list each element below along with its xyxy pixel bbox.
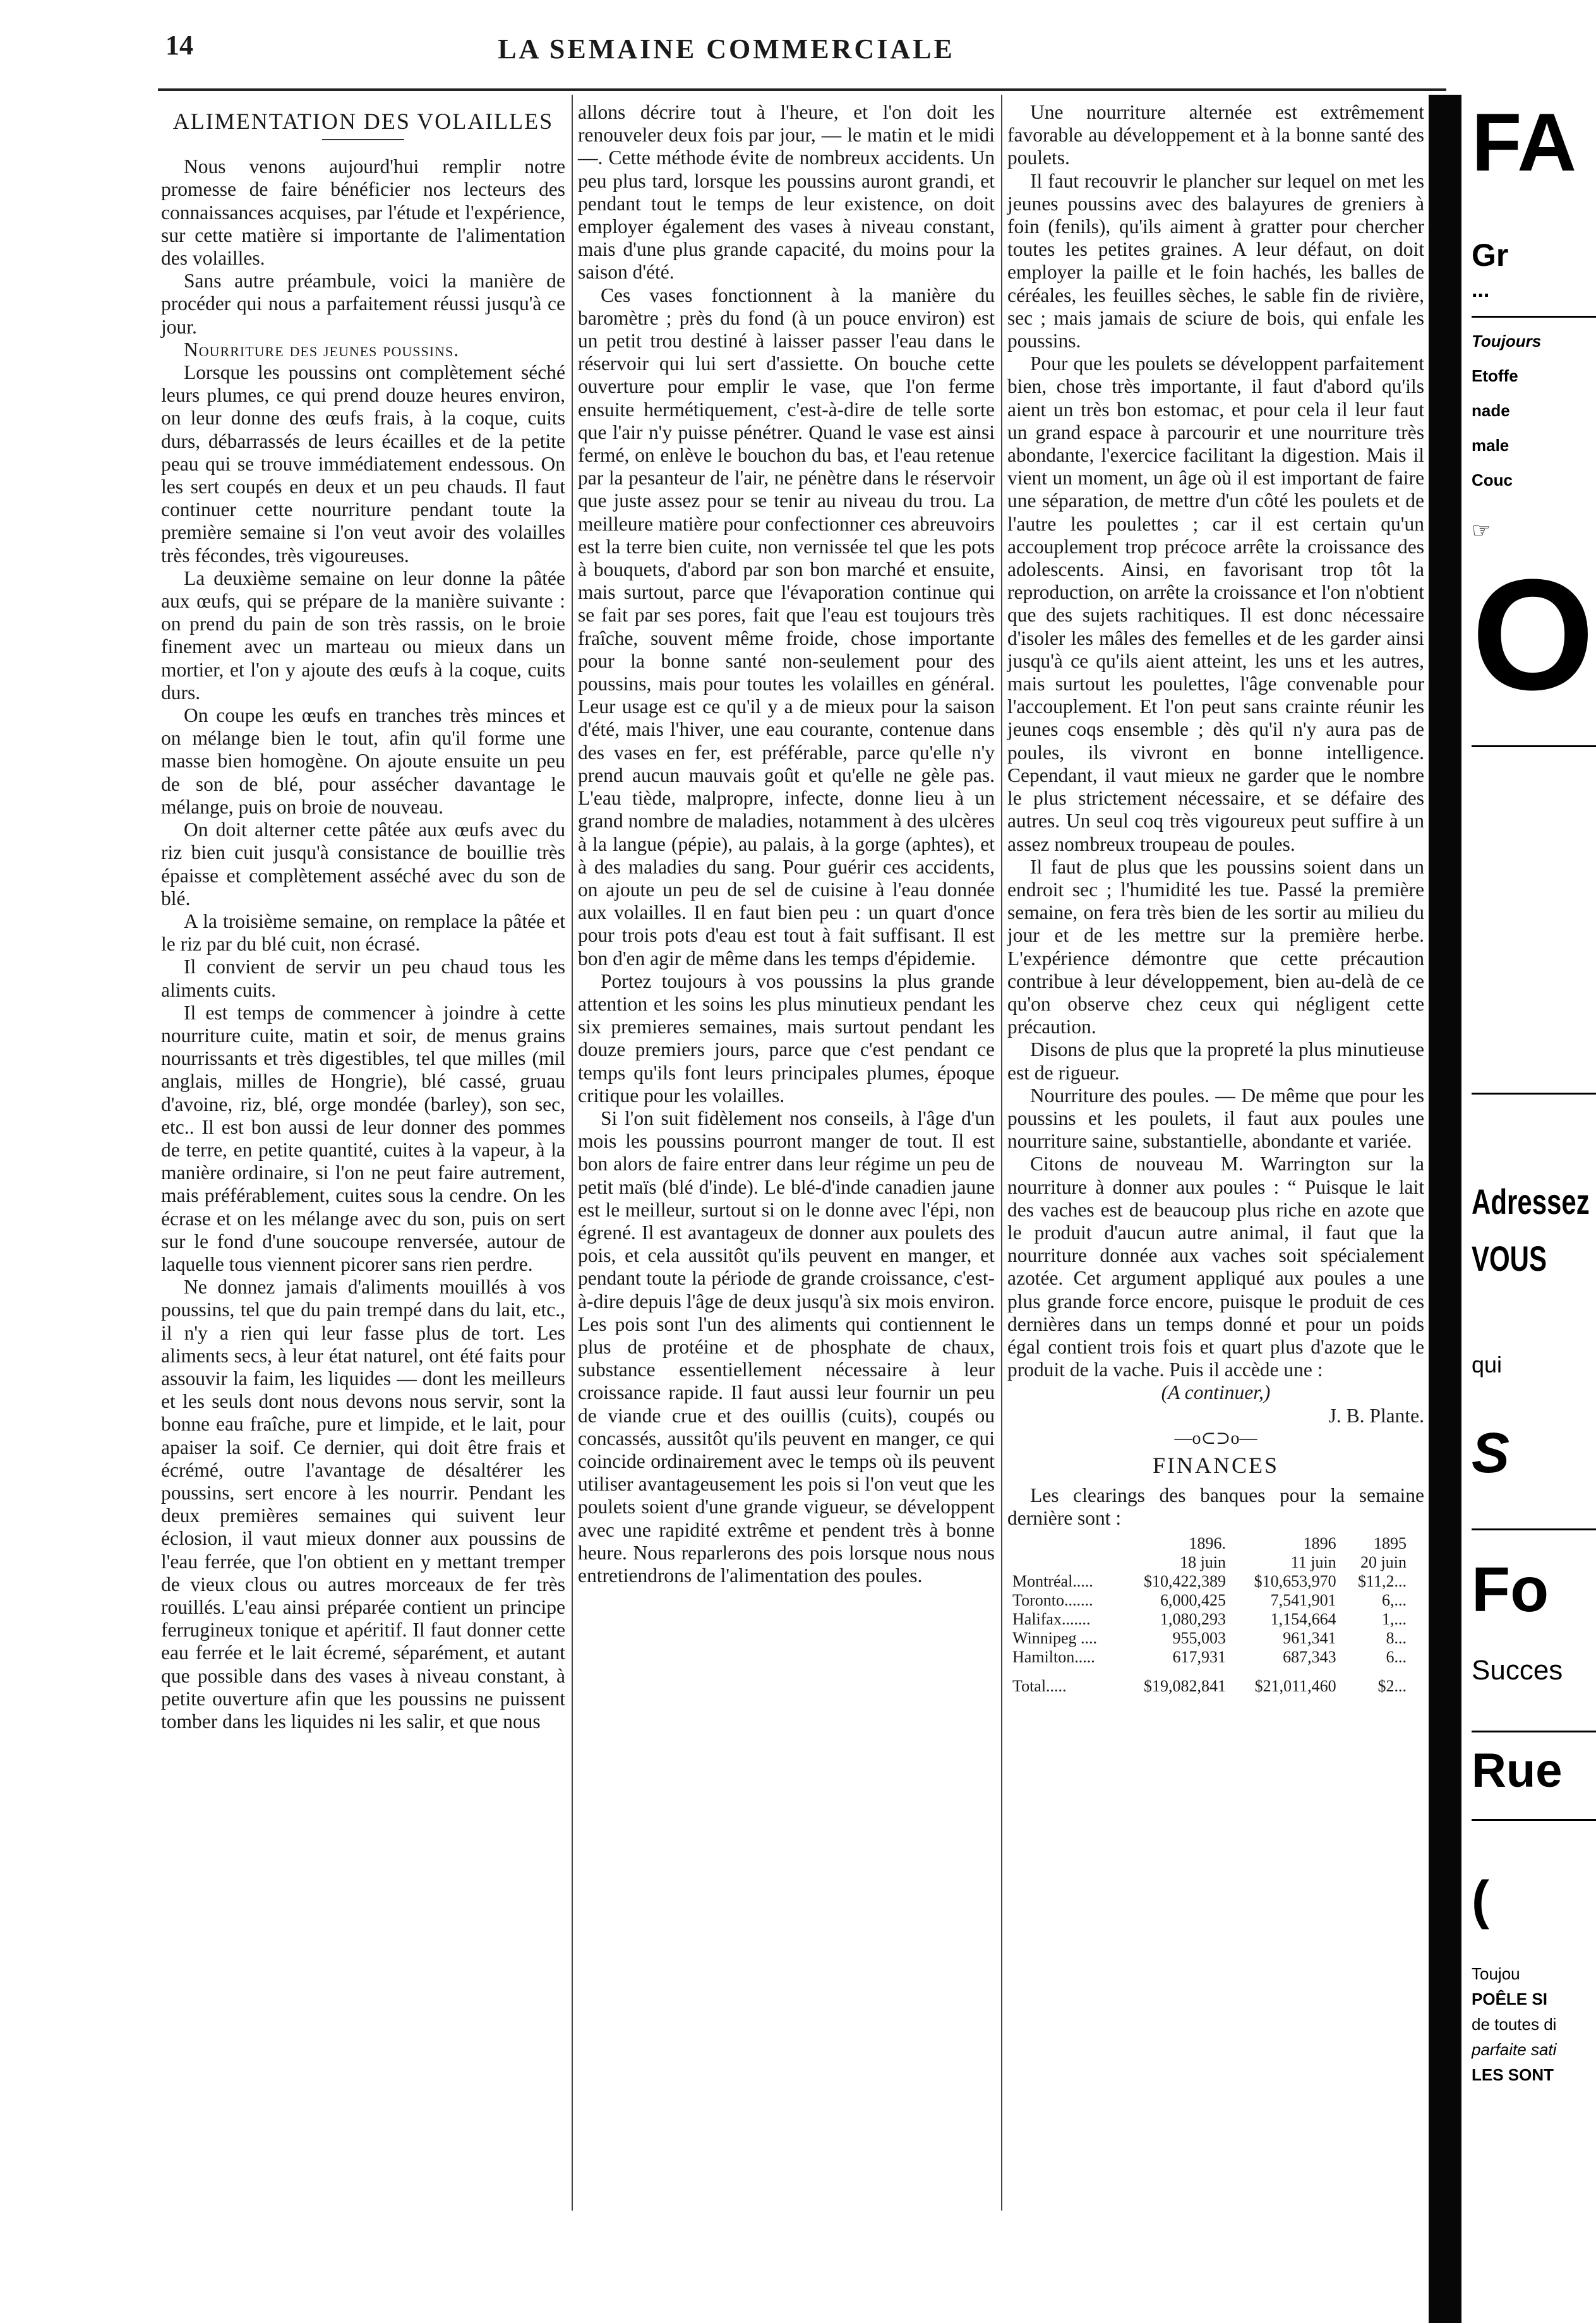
page-header [0, 29, 1453, 80]
article-paragraph: A la troisième semaine, on remplace la pâtée et le riz par du blé cuit, non écrasé. [161, 909, 565, 956]
page-number: 14 [165, 30, 193, 61]
article-paragraph: Il est temps de commencer à joindre à cette nourriture cuite, matin et soir, de menus grains nourrissants et très digestibles, tel que milles (mil anglais, milles de Hongrie), blé cassé, gruau d'avoine, riz, blé, orge mondée (barley), son sec, etc.. Il est bon aussi de leur donner des pommes de terre, en petite quantité, cuites à la vapeur, à la manière ordinaire, si l'on ne peut faire autrement, mais préférablement, cuites sous la cendre. On les écrase et on les mélange avec du son, puis on sert sur le fond d'une soucoupe renversée, autour de laquelle tous viennent picorer sans rien perdre. [161, 1001, 565, 1275]
city-cell: Winnipeg .... [1012, 1628, 1097, 1647]
column-header: 1896. [1189, 1534, 1227, 1552]
column-header: 1896 [1303, 1534, 1336, 1552]
article-column-2 [578, 101, 995, 1587]
ad-de-toutes: de toutes di [1472, 2015, 1557, 2034]
clearings-table [1007, 1534, 1412, 1696]
finances-title: FINANCES [1152, 1452, 1280, 1478]
ad-big-o: O [1472, 546, 1595, 723]
scan-binding-edge [1429, 95, 1461, 2323]
to-be-continued: (A continuer,) [1161, 1381, 1271, 1404]
article-column-1 [161, 101, 565, 1733]
ad-rule [1472, 1528, 1596, 1530]
column-divider [572, 95, 573, 2211]
value-cell: 7,541,901 [1270, 1590, 1336, 1609]
city-cell: Hamilton..... [1012, 1647, 1095, 1666]
ad-fa: FA [1472, 96, 1577, 188]
value-cell: 955,003 [1172, 1628, 1227, 1647]
article-column-3 [1007, 101, 1424, 1696]
ad-rule [1472, 316, 1596, 318]
article-paragraph: Il faut recouvrir le plancher sur lequel on met les jeunes poussins avec des balayures de greniers à foin (fenils), qu'ils aiment à gratter pour chercher toutes les petites graines. A leur défaut, on doit employer la paille et le foin hachés, les balles de céréales, les feuilles sèches, le sable fin de rivière, sec ; mais jamais de sciure de bois, qui enfale les poussins. [1007, 169, 1424, 352]
ad-toujours: Toujours [1472, 332, 1542, 351]
ad-c-fragment: ( [1472, 1870, 1489, 1930]
article-paragraph: Il convient de servir un peu chaud tous les aliments cuits. [161, 956, 565, 1001]
pointing-hand-icon: ☞ [1472, 519, 1491, 543]
city-cell: Halifax....... [1012, 1609, 1091, 1628]
subhead-jeunes-poussins: Nourriture des jeunes poussins. [184, 338, 460, 361]
ad-gr: Gr [1472, 237, 1509, 273]
ad-poele: POÊLE SI [1472, 1990, 1547, 2008]
ad-rule [1472, 1819, 1596, 1821]
article-paragraph: Nous venons aujourd'hui remplir notre promesse de faire bénéficier nos lecteurs des connaissances acquises, par l'étude et l'expérience, sur cette matière si importante de l'alimentation des volailles. [161, 155, 565, 270]
ad-parfaite: parfaite sati [1472, 2040, 1557, 2059]
article-paragraph: On doit alterner cette pâtée aux œufs avec du riz bien cuit jusqu'à consistance de bouillie très épaisse et complètement asséché avec du son de blé. [161, 819, 565, 909]
table-row [1007, 1648, 1412, 1667]
article-paragraph: On coupe les œufs en tranches très minces et on mélange bien le tout, afin qu'il forme une masse bien homogène. On ajoute ensuite un peu de son de blé, pour assécher davantage le mélange, puis on broie de nouveau. [161, 704, 565, 818]
value-cell: $10,422,389 [1144, 1571, 1227, 1590]
ad-adressez: Adressez [1472, 1182, 1590, 1222]
table-subheader-row [1007, 1553, 1412, 1572]
value-cell: 1,... [1382, 1609, 1407, 1628]
article-paragraph: Citons de nouveau M. Warrington sur la nourriture à donner aux poules : “ Puisque le lait des vaches est de beaucoup plus riche en azote que le produit d'aucun autre animal, il faut que la nourriture donnée aux vaches soit spécialement azotée. Cet argument appliqué aux poules a une plus grande force encore, puisque le produit de ces dernières dans un temps donné et pour un poids égal contient trois fois et quart plus d'azote que le produit de la vache. Puis il accède une : [1007, 1153, 1424, 1381]
adjacent-page-ads [1472, 0, 1596, 2323]
column-header: 1895 [1374, 1534, 1407, 1552]
masthead: LA SEMAINE COMMERCIALE [498, 33, 955, 64]
value-cell: 6... [1386, 1647, 1407, 1666]
ad-rule [1472, 1731, 1596, 1732]
article-title: ALIMENTATION DES VOLAILLES [172, 109, 554, 134]
city-cell: Toronto....... [1012, 1590, 1093, 1609]
column-subheader: 11 juin [1290, 1552, 1336, 1571]
ad-vous: VOUS [1472, 1239, 1547, 1278]
article-paragraph: allons décrire tout à l'heure, et l'on doit les renouveler deux fois par jour, — le matin et le midi —. Cette méthode évite de nombreux accidents. Un peu plus tard, lorsque les poussins auront grandi, et pendant tout le temps de leur existence, on doit employer également des vases à niveau constant, mais d'une plus grande capacité, du moins pour la saison d'été. [578, 101, 995, 284]
article-paragraph: Portez toujours à vos poussins la plus grande attention et les soins les plus minutieux pendant les six premieres semaines, mais surtout pendant les douze premiers jours, parce que c'est pendant ce temps qu'ils font leurs principales plumes, époque critique pour les volailles. [578, 969, 995, 1107]
table-row [1007, 1629, 1412, 1648]
author-signature: J. B. Plante. [1328, 1404, 1424, 1427]
ad-male: male [1472, 436, 1509, 455]
table-row [1007, 1572, 1412, 1591]
article-paragraph: La deuxième semaine on leur donne la pâtée aux œufs, qui se prépare de la manière suivante : on prend du pain de son très rassis, on le broie finement avec un marteau ou mieux dans un mortier, et l'on y ajoute des œufs à la coque, cuits durs. [161, 567, 565, 704]
article-paragraph: Pour que les poulets se développent parfaitement bien, chose très importante, il faut d'abord qu'ils aient un très bon estomac, et pour cela il leur faut un grand espace à parcourir et une nourriture très abondante, l'exercice facilitant la digestion. Mais il vient un moment, un âge où il est important de faire une séparation, de mettre d'un côté les poulets et de l'autre les poulettes ; car il est certain qu'un accouplement trop précoce arrête la croissance des adolescents. Ainsi, en favorisant trop tôt la reproduction, on arrête la croissance et l'on n'obtient que des sujets rachitiques. Il est donc nécessaire d'isoler les mâles des femelles et de les garder ainsi jusqu'à ce qu'ils aient atteint, les uns et les autres, mais surtout les poulettes, l'âge convenable pour l'accouplement. Et l'on peut sans crainte réunir les jeunes coqs ensemble ; dès qu'il n'y aura pas de poules, ils vivront en bonne intelligence. Cependant, il vaut mieux ne garder que le nombre le plus strictement nécessaire, et se défaire des autres. Un seul coq très vigoureux peut suffire à un assez nombreux troupeau de poules. [1007, 352, 1424, 855]
total-row [1007, 1667, 1412, 1696]
title-rule [322, 139, 404, 140]
city-cell: Montréal..... [1012, 1571, 1093, 1590]
ad-succes: Succes [1472, 1655, 1563, 1686]
total-cell: $2... [1377, 1676, 1407, 1695]
ad-toujou: Toujou [1472, 1964, 1520, 1983]
ad-les-sont: LES SONT [1472, 2065, 1554, 2084]
ad-dots: ... [1472, 278, 1490, 302]
article-paragraph: Sans autre préambule, voici la manière de procéder qui nous a parfaitement réussi jusqu'à ce jour. [161, 270, 565, 338]
ad-fo: Fo [1472, 1554, 1549, 1625]
column-divider [1001, 95, 1002, 2211]
column-subheader: 20 juin [1360, 1552, 1407, 1571]
article-paragraph: Une nourriture alternée est extrêmement favorable au développement et à la bonne santé des poulets. [1007, 101, 1424, 169]
header-rule [158, 88, 1446, 91]
value-cell: 6,000,425 [1160, 1590, 1227, 1609]
section-ornament: —o⊂⊃o— [1174, 1428, 1257, 1448]
value-cell: 617,931 [1172, 1647, 1227, 1666]
finances-intro: Les clearings des banques pour la semaine dernière sont : [1007, 1484, 1424, 1530]
column-header [1007, 1534, 1120, 1553]
value-cell: 6,... [1382, 1590, 1407, 1609]
total-label: Total..... [1012, 1676, 1067, 1695]
article-paragraph: Lorsque les poussins ont complètement séché leurs plumes, ce qui prend douze heures environ, on leur donne des œufs frais, à la coque, cuits durs, débarrassés de leurs écailles et de la petite peau qui se trouve immédiatement endessous. On les sert coupés en deux et un peu chauds. Il faut continuer cette nourriture pendant toute la première semaine si l'on veut avoir des volailles très fécondes, très vigoureuses. [161, 361, 565, 567]
column-subheader: 18 juin [1180, 1552, 1227, 1571]
value-cell: 8... [1386, 1628, 1407, 1647]
article-paragraph: Si l'on suit fidèlement nos conseils, à l'âge d'un mois les poussins pourront manger de tout. Il est bon alors de faire entrer dans leur régime un peu de petit maïs (blé d'inde). Le blé-d'inde canadien jaune est le meilleur, surtout si on le donne avec l'épi, non égrené. Il est avantageux de donner aux poulets des pois, et cela aussitôt qu'ils peuvent en manger, et pendant toute la période de grande croissance, c'est-à-dire depuis l'âge de deux jusqu'à six mois environ. Les pois sont l'un des aliments qui contiennent le plus de protéine et de phosphate de chaux, substance essentiellement nécessaire à leur croissance rapide. Il faut aussi leur fournir un peu de viande crue et des ouillis (cuits), coupés ou concassés, aussitôt qu'ils peuvent en manger, ce qui coincide ordinairement avec le temps où ils peuvent utiliser avantageusement les pois si l'on veut que les poulets soient d'une grande vigueur, se développent avec une rapidité extrême et pendent très à bonne heure. Nous reparlerons des pois lorsque nous nous entretiendrons de l'alimentation des poules. [578, 1107, 995, 1587]
article-paragraph: Ces vases fonctionnent à la manière du baromètre ; près du fond (à un pouce environ) est un petit trou destiné à laisser passer l'eau dans le réservoir qui lui sert d'assiette. On bouche cette ouverture pour emplir le vase, que l'on ferme ensuite hermétiquement, c'est-à-dire de telle sorte que l'air n'y puisse pénétrer. Quand le vase est ainsi fermé, on enlève le bouchon du bas, et l'eau retenue par la pesanteur de l'air, ne pénètre dans le réservoir que juste assez pour se tenir au niveau du trou. La meilleure matière pour confectionner ces abreuvoirs est la terre bien cuite, non vernissée tel que les pots à bouquets, d'abord par son bon marché et ensuite, mais surtout, parce que l'évaporation continue qui se fait par ses pores, fait que l'eau est toujours très fraîche, souvent même froide, chose importante pour la bonne santé non-seulement pour des poussins, mais pour toutes les volailles en général. Leur usage est ce qu'il y a de mieux pour la saison d'été, mais l'hiver, une eau courante, contenue dans des vases en fer, est préférable, parce qu'elle n'y prend aucun mauvais goût et qu'elle ne gèle pas. L'eau tiède, malpropre, infecte, donne lieu à un grand nombre de maladies, notamment à des ulcères à la langue (pépie), au palais, à la gorge (aphtes), et à des maladies du sang. Pour guérir ces accidents, on ajoute un peu de sel de cuisine à l'eau donnée aux volailles. Il en faut bien peu : un quart d'once pour trois pots d'eau est tout à fait suffisant. Il est bon d'en agir de même dans les temps d'épidemie. [578, 284, 995, 969]
value-cell: $10,653,970 [1254, 1571, 1336, 1590]
article-paragraph: Il faut de plus que les poussins soient dans un endroit sec ; l'humidité les tue. Passé la première semaine, on fera très bien de les sortir au milieu du jour et de les mettre sur la première herbe. L'expérience démontre que cette précaution contribue à leur développement, bien au-delà de ce qu'on observe chez ceux qui négligent cette précaution. [1007, 855, 1424, 1038]
article-paragraph: Nourriture des poules. — De même que pour les poussins et les poulets, il faut aux poules une nourriture saine, substantielle, abondante et variée. [1007, 1084, 1424, 1153]
ad-etoffe: Etoffe [1472, 366, 1518, 385]
article-paragraph: Disons de plus que la propreté la plus minutieuse est de rigueur. [1007, 1038, 1424, 1084]
table-row [1007, 1591, 1412, 1610]
total-cell: $19,082,841 [1144, 1676, 1227, 1695]
value-cell: 961,341 [1283, 1628, 1336, 1647]
value-cell: 1,080,293 [1160, 1609, 1227, 1628]
value-cell: 687,343 [1283, 1647, 1336, 1666]
ad-qui: qui [1472, 1352, 1503, 1378]
article-paragraph: Ne donnez jamais d'aliments mouillés à vos poussins, tel que du pain trempé dans du lait, etc., il n'y a rien qui leur fasse plus de tort. Les aliments secs, à leur état naturel, ont été faits pour assouvir la faim, les liquides — dont les meilleurs et les seuls dont nous devons nous servir, sont la bonne eau fraîche, pure et limpide, et le lait, pour apaiser la soif. Ce dernier, qui doit être frais et écrémé, outre l'avantage de désaltérer les poussins, sert encore à les nourrir. Pendant les deux premières semaines qui suivent leur éclosion, il vaut mieux donner aux poussins de l'eau ferrée, que l'on obtient en y mettant tremper de vieux clous ou autres morceaux de fer très rouillés. L'eau ainsi préparée contient un principe ferrugineux tonique et apéritif. Il faut donner cette eau ferrée et le lait écremé, séparément, et autant que possible dans des vases à niveau constant, à petite ouverture afin que les poussins ne puissent tomber dans les liquides ni les salir, et que nous [161, 1276, 565, 1733]
total-cell: $21,011,460 [1254, 1676, 1336, 1695]
ad-s: S [1472, 1422, 1510, 1485]
table-header-row [1007, 1534, 1412, 1553]
ad-rule [1472, 1093, 1596, 1095]
column-subheader [1007, 1553, 1120, 1572]
table-row [1007, 1610, 1412, 1629]
value-cell: 1,154,664 [1270, 1609, 1336, 1628]
ad-nade: nade [1472, 401, 1510, 420]
ad-rule [1472, 745, 1596, 747]
ad-rue: Rue [1472, 1744, 1563, 1798]
value-cell: $11,2... [1357, 1571, 1407, 1590]
ad-couc: Couc [1472, 471, 1513, 489]
